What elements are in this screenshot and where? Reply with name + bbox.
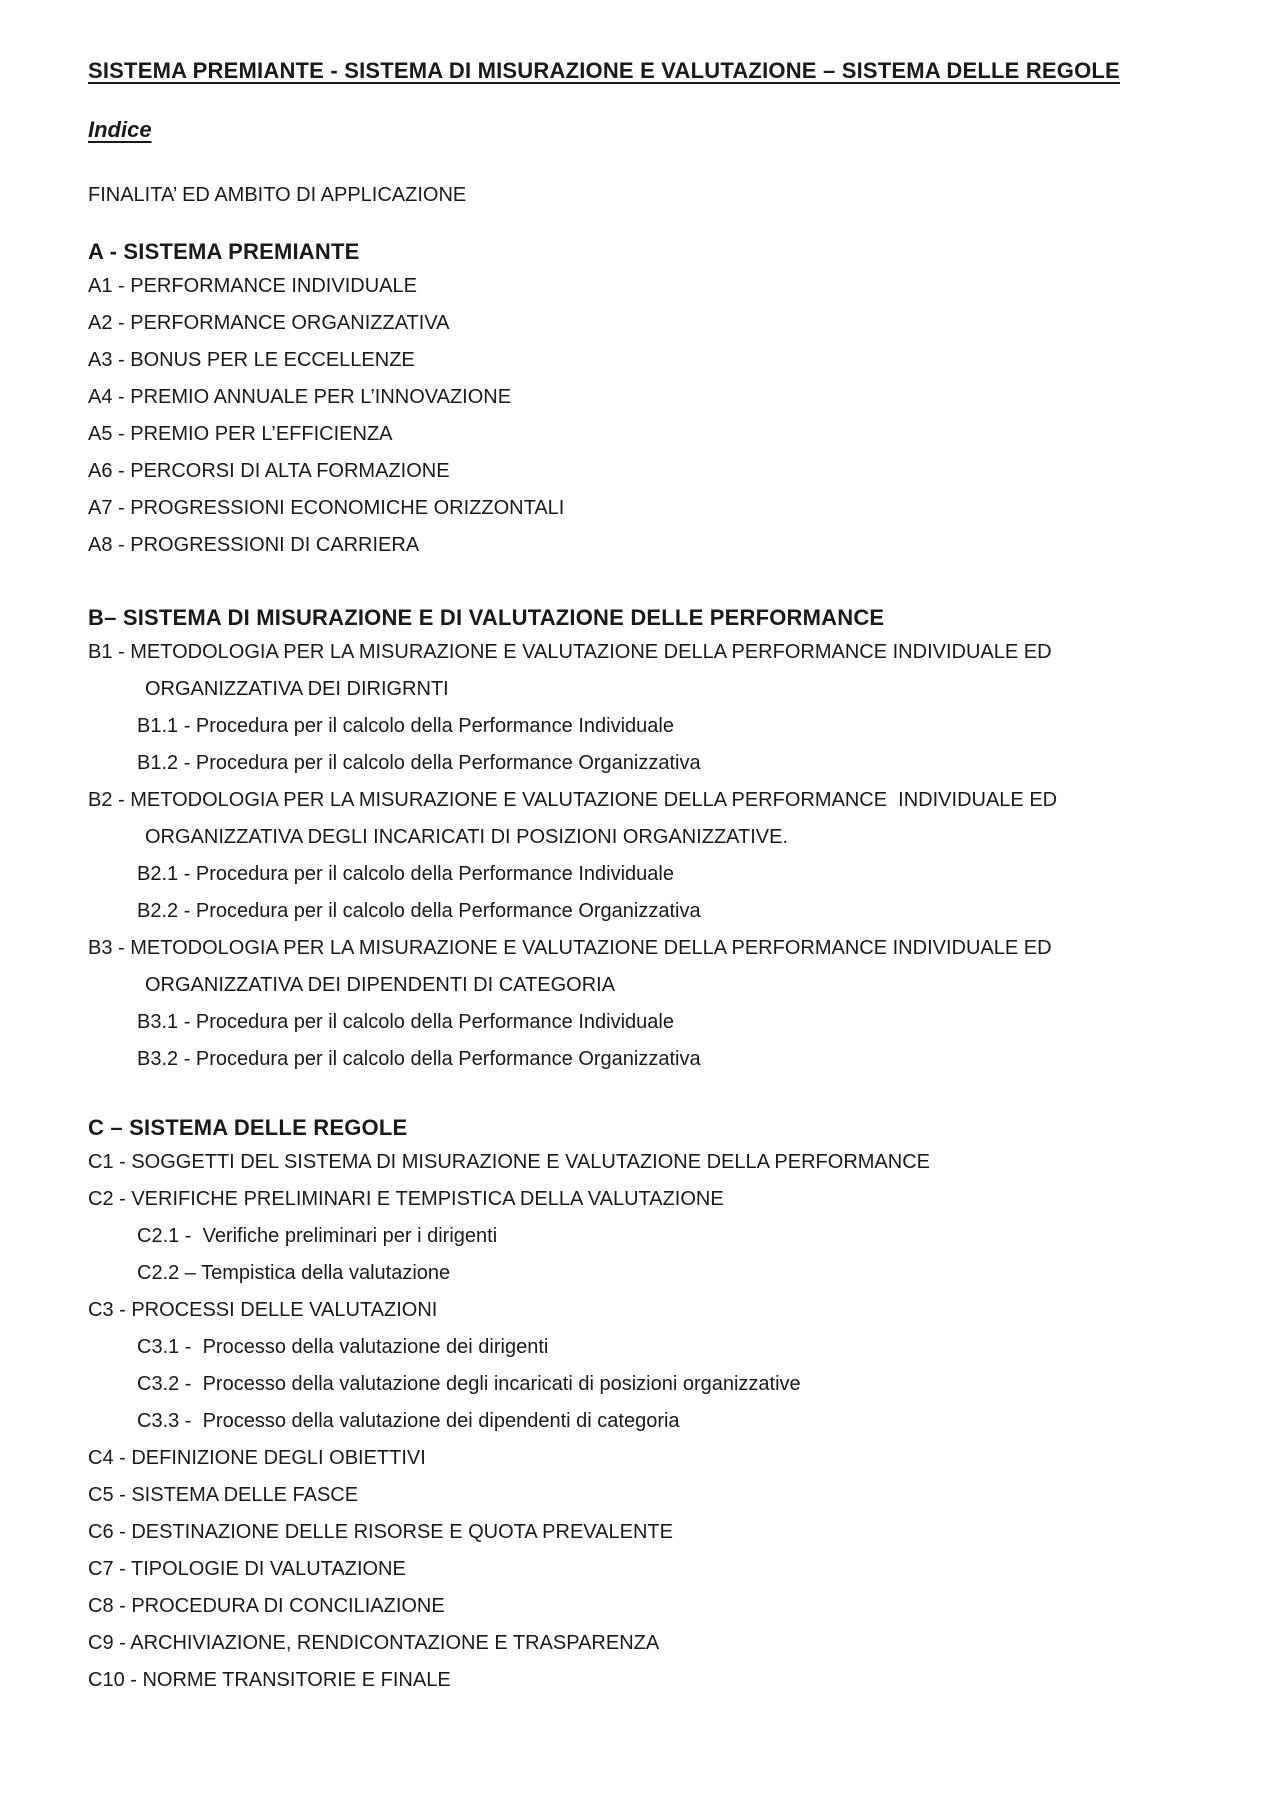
toc-item: A1 - PERFORMANCE INDIVIDUALE [88,275,417,297]
toc-item: A2 - PERFORMANCE ORGANIZZATIVA [88,312,450,334]
toc-subitem: B2.2 - Procedura per il calcolo della Performance Organizzativa [137,900,701,922]
section-c-list [88,1144,1220,1699]
toc-subitem: B1.2 - Procedura per il calcolo della Performance Organizzativa [137,752,701,774]
toc-subitem: C3.1 - Processo della valutazione dei dirigenti [137,1336,549,1358]
section-c [88,1114,1220,1699]
toc-item: B3 - METODOLOGIA PER LA MISURAZIONE E VALUTAZIONE DELLA PERFORMANCE INDIVIDUALE ED [88,937,1052,959]
toc-item: C4 - DEFINIZIONE DEGLI OBIETTIVI [88,1447,426,1469]
document-title: SISTEMA PREMIANTE - SISTEMA DI MISURAZIONE E VALUTAZIONE – SISTEMA DELLE REGOLE [88,58,1120,83]
toc-item: C5 - SISTEMA DELLE FASCE [88,1484,359,1506]
toc-subitem: C2.1 - Verifiche preliminari per i dirigenti [137,1225,498,1247]
section-a-list [88,268,1220,564]
toc-item: C7 - TIPOLOGIE DI VALUTAZIONE [88,1558,406,1580]
toc-subitem: C3.3 - Processo della valutazione dei dipendenti di categoria [137,1410,680,1432]
toc-item: C2 - VERIFICHE PRELIMINARI E TEMPISTICA DELLA VALUTAZIONE [88,1188,724,1210]
toc-item: A6 - PERCORSI DI ALTA FORMAZIONE [88,460,450,482]
toc-item: B2 - METODOLOGIA PER LA MISURAZIONE E VALUTAZIONE DELLA PERFORMANCE INDIVIDUALE ED [88,789,1058,811]
section-b-list [88,634,1220,1078]
toc-continuation: ORGANIZZATIVA DEI DIPENDENTI DI CATEGORIA [145,974,616,996]
section-b-heading: B– SISTEMA DI MISURAZIONE E DI VALUTAZIONE DELLE PERFORMANCE [88,605,885,630]
toc-continuation: ORGANIZZATIVA DEI DIRIGRNTI [145,678,449,700]
section-c-heading: C – SISTEMA DELLE REGOLE [88,1115,408,1140]
index-heading: Indice [88,117,152,142]
toc-subitem: B1.1 - Procedura per il calcolo della Performance Individuale [137,715,674,737]
toc-item: A3 - BONUS PER LE ECCELLENZE [88,349,415,371]
toc-item: C9 - ARCHIVIAZIONE, RENDICONTAZIONE E TRASPARENZA [88,1632,660,1654]
intro-line: FINALITA’ ED AMBITO DI APPLICAZIONE [88,184,467,206]
toc-item: A4 - PREMIO ANNUALE PER L’INNOVAZIONE [88,386,512,408]
section-b [88,604,1220,1078]
toc-subitem: B3.1 - Procedura per il calcolo della Performance Individuale [137,1011,674,1033]
toc-subitem: B2.1 - Procedura per il calcolo della Performance Individuale [137,863,674,885]
toc-subitem: C2.2 – Tempistica della valutazione [137,1262,451,1284]
toc-item: C6 - DESTINAZIONE DELLE RISORSE E QUOTA PREVALENTE [88,1521,673,1543]
toc-item: C1 - SOGGETTI DEL SISTEMA DI MISURAZIONE E VALUTAZIONE DELLA PERFORMANCE [88,1151,931,1173]
section-a-heading: A - SISTEMA PREMIANTE [88,239,360,264]
toc-item: C3 - PROCESSI DELLE VALUTAZIONI [88,1299,438,1321]
toc-subitem: B3.2 - Procedura per il calcolo della Performance Organizzativa [137,1048,701,1070]
toc-continuation: ORGANIZZATIVA DEGLI INCARICATI DI POSIZIONI ORGANIZZATIVE. [145,826,789,848]
toc-item: B1 - METODOLOGIA PER LA MISURAZIONE E VALUTAZIONE DELLA PERFORMANCE INDIVIDUALE ED [88,641,1052,663]
toc-item: A8 - PROGRESSIONI DI CARRIERA [88,534,420,556]
toc-item: C10 - NORME TRANSITORIE E FINALE [88,1669,451,1691]
toc-item: A7 - PROGRESSIONI ECONOMICHE ORIZZONTALI [88,497,565,519]
toc-item: A5 - PREMIO PER L’EFFICIENZA [88,423,393,445]
toc-subitem: C3.2 - Processo della valutazione degli incaricati di posizioni organizzative [137,1373,801,1395]
toc-item: C8 - PROCEDURA DI CONCILIAZIONE [88,1595,445,1617]
section-a [88,238,1220,564]
